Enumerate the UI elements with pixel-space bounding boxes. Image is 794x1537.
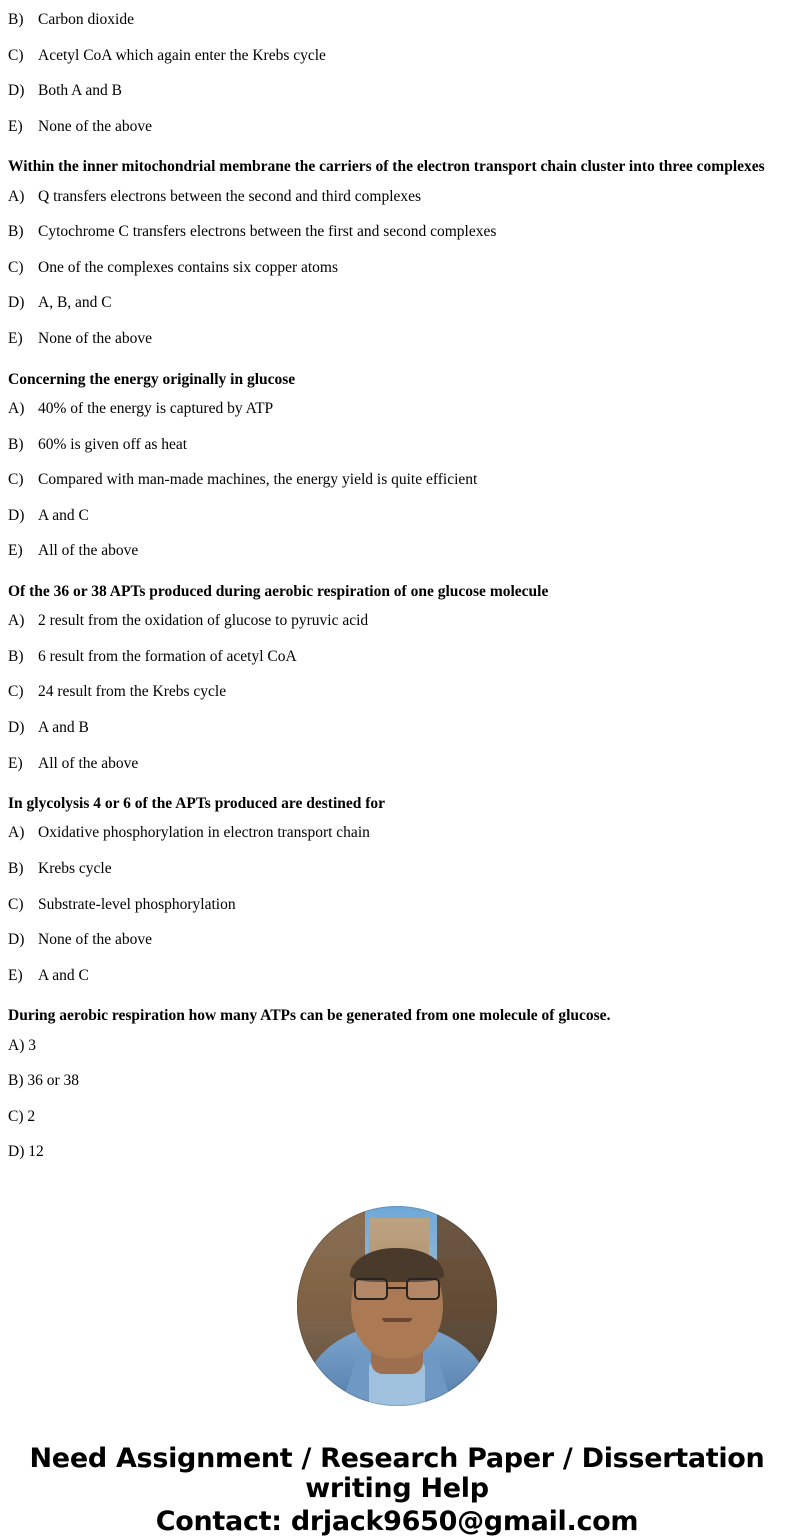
option-text: 2 result from the oxidation of glucose to pyruvic acid	[38, 612, 369, 630]
option-row[interactable]	[8, 639, 786, 675]
option-row[interactable]	[8, 498, 786, 534]
option-row[interactable]	[8, 533, 786, 569]
option-label: C)	[8, 258, 24, 276]
promo-line-2: writing Help	[305, 1473, 489, 1505]
avatar	[297, 1206, 497, 1406]
option-row[interactable]	[8, 38, 786, 74]
option-text: Krebs cycle	[38, 860, 112, 877]
option-row[interactable]	[8, 710, 786, 746]
option-label: D)	[8, 294, 25, 312]
option-label: B)	[8, 11, 24, 28]
option-row[interactable]: B) 36 or 38	[8, 1072, 80, 1090]
option-row[interactable]	[8, 922, 786, 958]
option-label: C)	[8, 895, 24, 913]
option-text: 24 result from the Krebs cycle	[38, 683, 227, 701]
option-row[interactable]	[8, 2, 786, 38]
option-text: A and C	[38, 966, 89, 984]
option-row[interactable]	[8, 674, 786, 710]
option-label: E)	[8, 754, 23, 772]
option-text: Oxidative phosphorylation in electron transport chain	[38, 824, 370, 842]
option-row[interactable]	[8, 214, 786, 250]
option-label: E)	[8, 542, 23, 560]
option-label: A)	[8, 399, 25, 417]
option-text: Q transfers electrons between the second and third complexes	[38, 187, 422, 205]
option-text: None of the above	[38, 117, 153, 135]
option-text: None of the above	[38, 330, 153, 348]
option-row[interactable]	[8, 815, 786, 851]
option-row[interactable]	[8, 887, 786, 923]
question-block	[8, 357, 786, 569]
option-row[interactable]	[8, 179, 786, 215]
option-label: C)	[8, 683, 24, 701]
option-label: D)	[8, 82, 25, 100]
portrait-container	[8, 1206, 786, 1406]
option-text: 40% of the energy is captured by ATP	[38, 399, 274, 417]
option-label: C)	[8, 46, 24, 64]
option-row[interactable]	[8, 462, 786, 498]
option-label: D)	[8, 718, 25, 736]
option-row[interactable]	[8, 321, 786, 357]
option-row[interactable]	[8, 250, 786, 286]
option-row[interactable]: D) 12	[8, 1143, 44, 1161]
question-stem: Concerning the energy originally in glucose	[8, 370, 296, 388]
option-label: D)	[8, 931, 25, 949]
question-stem: Of the 36 or 38 APTs produced during aerobic respiration of one glucose molecule	[8, 582, 549, 600]
question-block	[8, 569, 786, 781]
question-block	[8, 144, 786, 356]
option-text: One of the complexes contains six copper atoms	[38, 258, 339, 276]
option-text: 6 result from the formation of acetyl CoA	[38, 647, 297, 665]
option-row[interactable]	[8, 958, 786, 994]
option-text: Compared with man-made machines, the energy yield is quite efficient	[38, 471, 478, 489]
option-label: B)	[8, 860, 24, 877]
option-text: All of the above	[38, 754, 139, 772]
option-row[interactable]	[8, 746, 786, 782]
option-text: Both A and B	[38, 82, 122, 100]
option-text: Cytochrome C transfers electrons between the first and second complexes	[38, 223, 497, 241]
option-text: A, B, and C	[38, 294, 112, 312]
option-row[interactable]	[8, 109, 786, 145]
option-text: A and C	[38, 506, 89, 524]
question-block	[8, 993, 786, 1170]
option-label: B)	[8, 223, 24, 241]
option-label: E)	[8, 330, 23, 348]
option-row[interactable]	[8, 427, 786, 463]
option-list-continued	[8, 2, 786, 144]
option-label: B)	[8, 647, 24, 665]
option-label: C)	[8, 471, 24, 489]
option-label: B)	[8, 435, 24, 453]
option-text: 60% is given off as heat	[38, 435, 188, 453]
option-row[interactable]: C) 2	[8, 1107, 36, 1125]
option-row[interactable]: A) 3	[8, 1036, 36, 1054]
option-label: A)	[8, 612, 25, 630]
promo-line-1: Need Assignment / Research Paper / Dissertation	[29, 1443, 765, 1475]
option-row[interactable]	[8, 285, 786, 321]
option-label: E)	[8, 966, 23, 984]
option-text: All of the above	[38, 542, 139, 560]
option-row[interactable]	[8, 73, 786, 109]
question-stem: Within the inner mitochondrial membrane the carriers of the electron transport chain cluster into three complexes	[8, 158, 765, 176]
question-stem: In glycolysis 4 or 6 of the APTs produced are destined for	[8, 795, 386, 813]
option-label: E)	[8, 117, 23, 135]
option-label: D)	[8, 506, 25, 524]
promo-contact[interactable]: Contact: drjack9650@gmail.com	[155, 1505, 639, 1537]
question-block	[8, 781, 786, 993]
option-label: A)	[8, 187, 25, 205]
option-text: Carbon dioxide	[38, 11, 134, 28]
option-text: A and B	[38, 718, 89, 736]
question-stem: During aerobic respiration how many ATPs can be generated from one molecule of glucose.	[8, 1007, 611, 1025]
option-row[interactable]	[8, 391, 786, 427]
option-row[interactable]	[8, 603, 786, 639]
option-row[interactable]	[8, 851, 786, 887]
option-text: Substrate-level phosphorylation	[38, 895, 236, 913]
avatar-border	[297, 1206, 497, 1406]
option-text: None of the above	[38, 931, 153, 949]
option-text: Acetyl CoA which again enter the Krebs cycle	[38, 46, 326, 64]
option-label: A)	[8, 824, 25, 842]
